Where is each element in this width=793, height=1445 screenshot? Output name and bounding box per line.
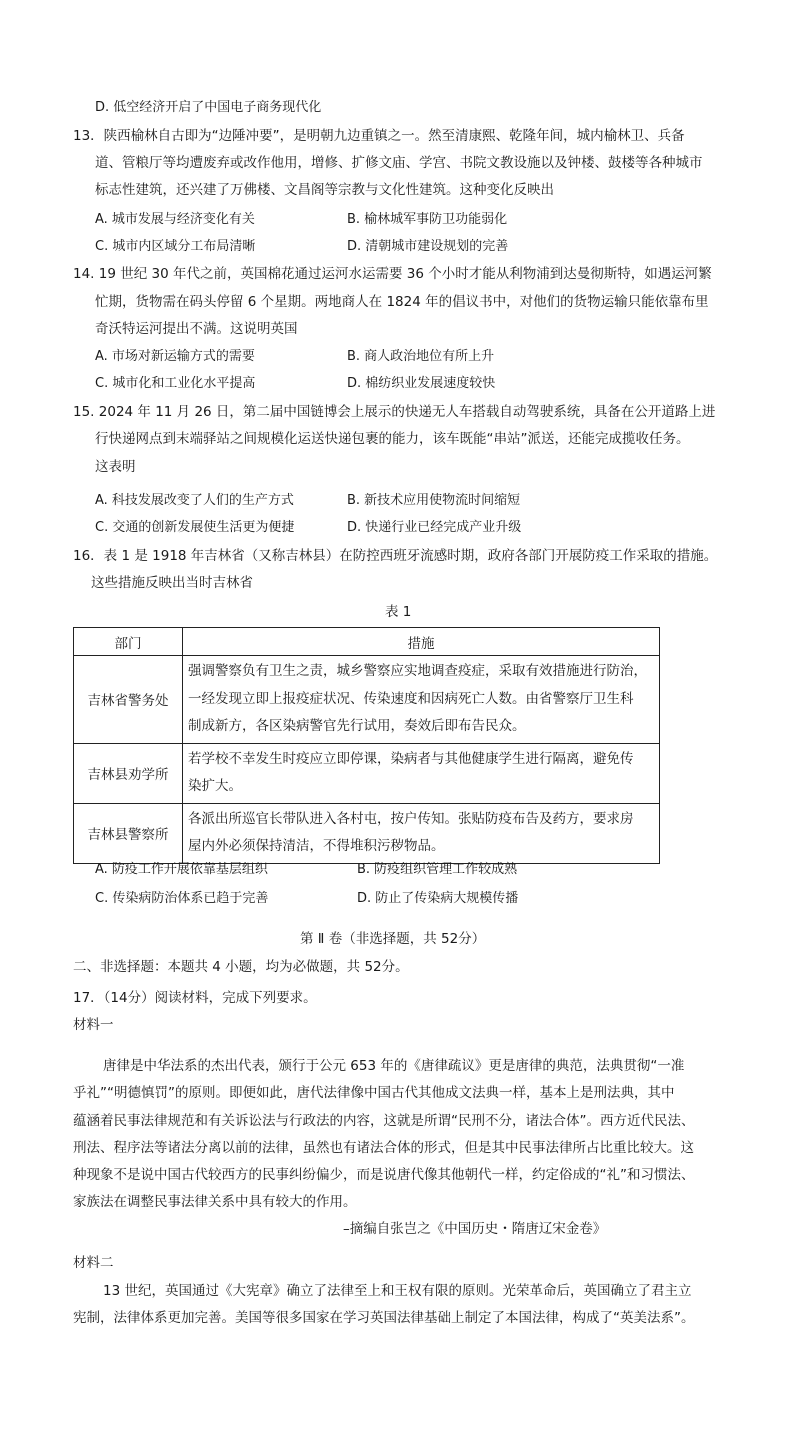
q15-stem-line-2: 行快递网点到末端驿站之间规模化运送快递包裹的能力，该车既能“串站”派送，还能完成揽收任务。 xyxy=(95,431,690,447)
q16-option-b: B. 防疫组织管理工作较成熟 xyxy=(357,862,518,877)
material-2-line: 宪制，法律体系更加完善。美国等很多国家在学习英国法律基础上制定了本国法律，构成了“英美法系”。 xyxy=(73,1310,695,1326)
q14-stem-line-3: 奇沃特运河提出不满。这说明英国 xyxy=(95,321,298,337)
q13-stem-line-2: 道、管粮厅等均遭废弃或改作他用，增修、扩修文庙、学宫、书院文教设施以及钟楼、鼓楼等各种城市 xyxy=(95,155,703,171)
measure-line: 制成新方，各区染病警官先行试用，奏效后即布告民众。 xyxy=(188,718,526,734)
table-cell-measures xyxy=(183,743,660,803)
q13-stem-line-1: 13．陕西榆林自古即为“边陲冲要”，是明朝九边重镇之一。然至清康熙、乾隆年间，城内榆林卫、兵备 xyxy=(73,128,685,144)
q13-option-d: D. 清朝城市建设规划的完善 xyxy=(347,239,509,254)
q15-option-c: C. 交通的创新发展使生活更为便捷 xyxy=(95,520,295,535)
q13-option-b: B. 榆林城军事防卫功能弱化 xyxy=(347,212,508,227)
part2-instructions: 二、非选择题：本题共 4 小题，均为必做题，共 52分。 xyxy=(73,959,409,975)
material-1-line: 唐律是中华法系的杰出代表，颁行于公元 653 年的《唐律疏议》更是唐律的典范，法典贯彻“一准 xyxy=(103,1058,685,1074)
material-1-line: 刑法、程序法等诸法分离以前的法律，虽然也有诸法合体的形式，但是其中民事法律所占比重比较大。这 xyxy=(73,1140,694,1156)
q16-option-d: D. 防止了传染病大规模传播 xyxy=(357,891,519,906)
table-cell-dept: 吉林县劝学所 xyxy=(74,743,183,803)
q15-stem-line-3: 这表明 xyxy=(95,459,136,475)
q17-title: 17．（14分）阅读材料，完成下列要求。 xyxy=(73,990,317,1006)
table-cell-measures xyxy=(183,656,660,744)
q15-option-a: A. 科技发展改变了人们的生产方式 xyxy=(95,493,294,508)
table-row xyxy=(74,743,660,803)
table-cell-measures xyxy=(183,803,660,863)
table-header-measures: 措施 xyxy=(183,628,660,656)
q13-stem-line-3: 标志性建筑，还兴建了万佛楼、文昌阁等宗教与文化性建筑。这种变化反映出 xyxy=(95,182,554,198)
q16-option-a: A. 防疫工作开展依靠基层组织 xyxy=(95,862,268,877)
material-2-label: 材料二 xyxy=(73,1255,114,1271)
q15-stem-line-1: 15. 2024 年 11 月 26 日，第二届中国链博会上展示的快递无人车搭载自动驾驶系统，具备在公开道路上进 xyxy=(73,404,716,420)
measure-line: 各派出所巡官长带队进入各村屯，按户传知。张贴防疫布告及药方，要求房 xyxy=(188,810,634,827)
q16-stem-line-1: 16．表 1 是 1918 年吉林省（又称吉林县）在防控西班牙流感时期，政府各部门开展防疫工作采取的措施。 xyxy=(73,548,718,564)
material-1-source: –摘编自张岂之《中国历史・隋唐辽宋金卷》 xyxy=(343,1221,607,1237)
measure-line: 一经发现立即上报疫症状况、传染速度和因病死亡人数。由省警察厅卫生科 xyxy=(188,690,634,707)
material-1-line: 乎礼”“明德慎罚”的原则。即便如此，唐代法律像中国古代其他成文法典一样，基本上是刑法典，其中 xyxy=(73,1085,675,1101)
material-2-line: 13 世纪，英国通过《大宪章》确立了法律至上和王权有限的原则。光荣革命后，英国确立了君主立 xyxy=(103,1283,692,1299)
table-row xyxy=(74,656,660,744)
measure-line: 强调警察负有卫生之责，城乡警察应实地调查疫症，采取有效措施进行防治， xyxy=(188,663,647,679)
q14-stem-line-1: 14. 19 世纪 30 年代之前，英国棉花通过运河水运需要 36 个小时才能从利物浦到达曼彻斯特，如遇运河繁 xyxy=(73,266,712,282)
q14-option-b: B. 商人政治地位有所上升 xyxy=(347,349,495,364)
q16-option-c: C. 传染病防治体系已趋于完善 xyxy=(95,891,269,906)
material-1-line: 家族法在调整民事法律关系中具有较大的作用。 xyxy=(73,1194,357,1210)
part2-title: 第 Ⅱ 卷（非选择题，共 52分） xyxy=(300,931,486,947)
measure-line: 屋内外必须保持清洁，不得堆积污秽物品。 xyxy=(188,838,445,854)
measures-table xyxy=(73,627,660,864)
table-title: 表 1 xyxy=(385,604,412,620)
q14-option-d: D. 棉纺织业发展速度较快 xyxy=(347,376,496,391)
material-1-label: 材料一 xyxy=(73,1017,114,1033)
q13-option-a: A. 城市发展与经济变化有关 xyxy=(95,212,255,227)
q13-option-c: C. 城市内区域分工布局清晰 xyxy=(95,239,256,254)
q14-option-c: C. 城市化和工业化水平提高 xyxy=(95,376,256,391)
table-cell-dept: 吉林县警察所 xyxy=(74,803,183,863)
q14-stem-line-2: 忙期，货物需在码头停留 6 个星期。两地商人在 1824 年的倡议书中，对他们的货物运输只能依靠布里 xyxy=(95,294,709,310)
measure-line: 染扩大。 xyxy=(188,778,242,794)
material-1-line: 蕴涵着民事法律规范和有关诉讼法与行政法的内容，这就是所谓“民刑不分，诸法合体”。西方近代民法、 xyxy=(73,1113,695,1129)
q15-option-d: D. 快递行业已经完成产业升级 xyxy=(347,520,522,535)
table-header-row xyxy=(74,628,660,656)
table-cell-dept: 吉林省警务处 xyxy=(74,656,183,744)
q15-option-b: B. 新技术应用使物流时间缩短 xyxy=(347,493,521,508)
table-header-dept: 部门 xyxy=(74,628,183,656)
q12-option-d: D. 低空经济开启了中国电子商务现代化 xyxy=(95,100,322,115)
material-1-line: 种现象不是说中国古代较西方的民事纠纷偏少，而是说唐代像其他朝代一样，约定俗成的“礼”和习惯法、 xyxy=(73,1167,695,1183)
q16-stem-line-2: 这些措施反映出当时吉林省 xyxy=(91,575,253,591)
q14-option-a: A. 市场对新运输方式的需要 xyxy=(95,349,255,364)
measure-line: 若学校不幸发生时疫应立即停课，染病者与其他健康学生进行隔离，避免传 xyxy=(188,750,634,767)
table-row xyxy=(74,803,660,863)
